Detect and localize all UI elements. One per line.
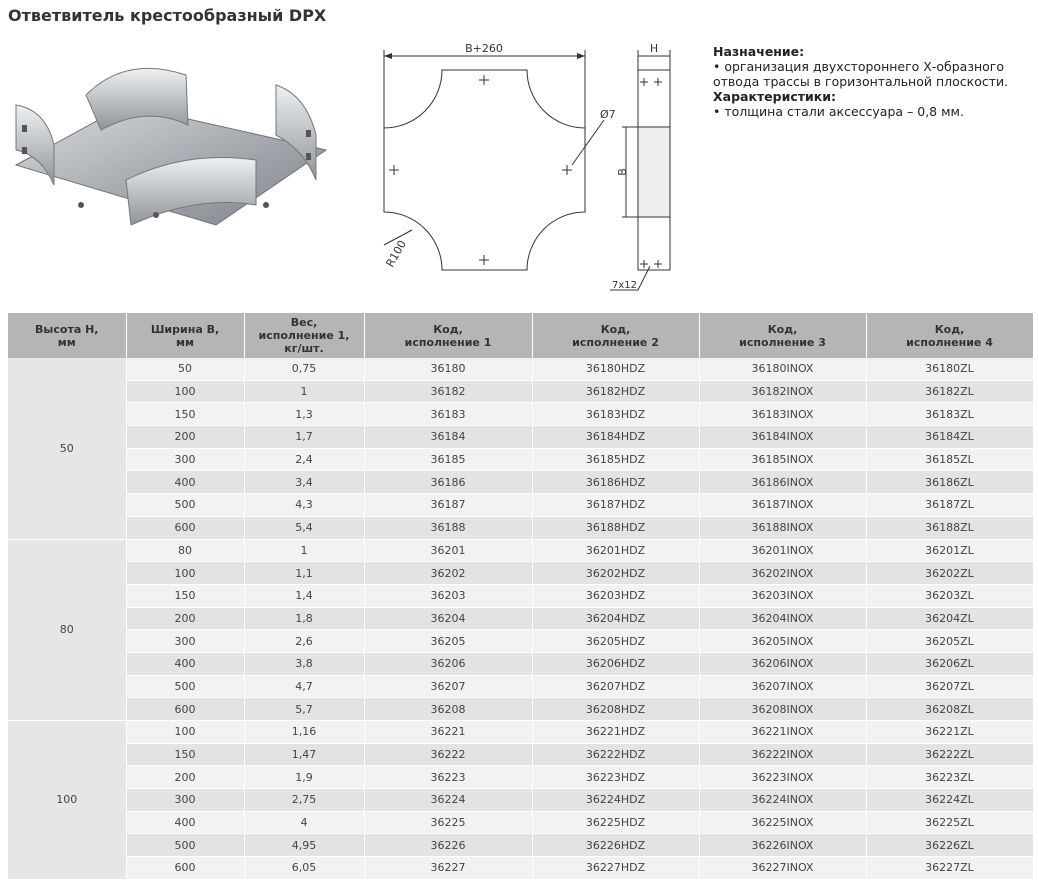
table-row [8,426,1033,449]
table-row [8,811,1033,834]
table-cell: 600 [126,516,244,539]
table-cell: 36206ZL [866,652,1033,675]
table-cell: 36183INOX [699,403,866,426]
side-view-drawing [600,40,690,302]
table-cell: 36227INOX [699,857,866,880]
column-header [244,313,364,358]
width-label: B+260 [465,42,503,55]
table-cell: 300 [126,630,244,653]
table-cell: 36186ZL [866,471,1033,494]
table-cell: 36183HDZ [532,403,699,426]
table-cell: 36227 [364,857,532,880]
table-row [8,607,1033,630]
product-photo [6,55,336,235]
table-cell: 1 [244,539,364,562]
table-cell: 36226ZL [866,834,1033,857]
table-row [8,584,1033,607]
table-cell: 36208HDZ [532,698,699,721]
table-row [8,630,1033,653]
table-cell: 36184ZL [866,426,1033,449]
height-label: H [649,42,659,55]
column-header-line: исполнение 2 [572,335,659,349]
table-cell: 36224 [364,789,532,812]
table-row [8,516,1033,539]
column-header-line: исполнение 1 [404,335,492,349]
column-header-line: Код, [934,322,965,336]
table-cell: 36185 [364,448,532,471]
table-cell: 36208INOX [699,698,866,721]
table-cell: 36182ZL [866,380,1033,403]
column-header [8,313,126,358]
column-header-line: Вес, [290,316,318,329]
table-cell: 36204 [364,607,532,630]
table-cell: 36186 [364,471,532,494]
column-header [126,313,244,358]
table-cell: 36221ZL [866,721,1033,744]
table-cell: 4 [244,811,364,834]
table-cell: 600 [126,857,244,880]
table-cell: 150 [126,743,244,766]
table-row [8,494,1033,517]
column-header [532,313,699,358]
table-cell: 36227HDZ [532,857,699,880]
table-cell: 2,6 [244,630,364,653]
table-cell: 36188ZL [866,516,1033,539]
table-cell: 1,7 [244,426,364,449]
table-cell: 36184HDZ [532,426,699,449]
table-cell: 100 [126,721,244,744]
table-cell: 36187 [364,494,532,517]
table-cell: 2,75 [244,789,364,812]
table-cell: 1,16 [244,721,364,744]
page-title: Ответвитель крестообразный DPX [8,6,327,25]
table-cell: 36203ZL [866,584,1033,607]
table-row [8,403,1033,426]
table-cell: 1,47 [244,743,364,766]
table-cell: 36180 [364,358,532,380]
table-row [8,743,1033,766]
table-cell: 36206 [364,652,532,675]
purpose-text: • организация двухстороннего Х-образного отвода трассы в горизонтальной плоскости. [713,59,1009,89]
table-cell: 1,8 [244,607,364,630]
table-cell: 0,75 [244,358,364,380]
info-block [713,44,1033,119]
table-cell: 36184INOX [699,426,866,449]
table-cell: 4,7 [244,675,364,698]
radius-label: R100 [383,238,410,270]
purpose-heading: Назначение: [713,44,805,59]
table-row [8,448,1033,471]
table-cell: 36227ZL [866,857,1033,880]
table-cell: 36205HDZ [532,630,699,653]
column-header-line: мм [57,335,76,349]
table-cell: 36185HDZ [532,448,699,471]
table-cell: 36182 [364,380,532,403]
table-row [8,698,1033,721]
table-cell: 36187ZL [866,494,1033,517]
table-cell: 3,8 [244,652,364,675]
table-cell: 36226INOX [699,834,866,857]
table-cell: 36225ZL [866,811,1033,834]
table-cell: 36180ZL [866,358,1033,380]
table-cell: 36224ZL [866,789,1033,812]
table-cell: 36208ZL [866,698,1033,721]
table-cell: 36201 [364,539,532,562]
table-cell: 300 [126,448,244,471]
table-cell: 36206INOX [699,652,866,675]
column-header-line: исполнение 4 [906,335,993,349]
table-row [8,721,1033,744]
table-cell: 36225INOX [699,811,866,834]
table-cell: 36202ZL [866,562,1033,585]
table-cell: 36207ZL [866,675,1033,698]
table-cell: 36182INOX [699,380,866,403]
table-row [8,539,1033,562]
table-cell: 36222 [364,743,532,766]
table-cell: 400 [126,652,244,675]
table-cell: 36204HDZ [532,607,699,630]
table-cell: 36203 [364,584,532,607]
table-cell: 36186INOX [699,471,866,494]
slot-label: 7x12 [612,280,638,291]
table-cell: 150 [126,584,244,607]
table-cell: 200 [126,426,244,449]
table-cell: 36183 [364,403,532,426]
table-cell: 36226 [364,834,532,857]
table-cell: 36201HDZ [532,539,699,562]
table-cell: 1,9 [244,766,364,789]
table-cell: 36180HDZ [532,358,699,380]
column-header-line: Код, [767,322,798,336]
table-cell: 36186HDZ [532,471,699,494]
table-cell: 200 [126,766,244,789]
table-cell: 36208 [364,698,532,721]
column-header [699,313,866,358]
table-cell: 36221 [364,721,532,744]
b-dimension-label: B [616,168,629,176]
table-cell: 36203HDZ [532,584,699,607]
column-header-line: мм [176,335,194,349]
table-row [8,471,1033,494]
table-cell: 36187HDZ [532,494,699,517]
table-cell: 36226HDZ [532,834,699,857]
column-header-line: кг/шт. [284,342,324,355]
spec-table [8,313,1034,880]
table-cell: 36180INOX [699,358,866,380]
table-cell: 1,4 [244,584,364,607]
table-cell: 1 [244,380,364,403]
table-cell: 36223 [364,766,532,789]
table-cell: 100 [126,380,244,403]
table-row [8,675,1033,698]
column-header-line: Ширина B, [150,322,220,336]
table-cell: 4,95 [244,834,364,857]
table-cell: 80 [126,539,244,562]
table-cell: 36224HDZ [532,789,699,812]
table-cell: 36225 [364,811,532,834]
table-body [8,358,1033,879]
table-cell: 36202 [364,562,532,585]
table-cell: 36207INOX [699,675,866,698]
table-row [8,380,1033,403]
table-cell: 1,3 [244,403,364,426]
table-row [8,562,1033,585]
table-cell: 36201ZL [866,539,1033,562]
table-cell: 36205 [364,630,532,653]
table-row [8,652,1033,675]
table-cell: 36221INOX [699,721,866,744]
table-cell: 36204INOX [699,607,866,630]
column-header-line: исполнение 1, [258,329,350,342]
table-cell: 36182HDZ [532,380,699,403]
height-cell: 80 [8,539,126,721]
table-cell: 500 [126,494,244,517]
column-header-line: Код, [433,322,463,336]
table-cell: 6,05 [244,857,364,880]
height-cell: 100 [8,721,126,880]
hole-diameter-label: Ø7 [600,108,616,121]
column-header-line: исполнение 3 [739,335,826,349]
height-cell: 50 [8,358,126,539]
table-cell: 36222INOX [699,743,866,766]
table-row [8,789,1033,812]
table-cell: 36206HDZ [532,652,699,675]
column-header-line: Высота H, [35,322,99,336]
table-cell: 36205INOX [699,630,866,653]
table-cell: 36224INOX [699,789,866,812]
table-cell: 36187INOX [699,494,866,517]
table-cell: 200 [126,607,244,630]
table-cell: 400 [126,811,244,834]
column-header [866,313,1033,358]
table-cell: 36183ZL [866,403,1033,426]
table-cell: 2,4 [244,448,364,471]
table-cell: 3,4 [244,471,364,494]
table-cell: 150 [126,403,244,426]
table-cell: 50 [126,358,244,380]
table-cell: 36188INOX [699,516,866,539]
table-cell: 36202INOX [699,562,866,585]
table-cell: 36205ZL [866,630,1033,653]
table-cell: 5,7 [244,698,364,721]
spec-heading: Характеристики: [713,89,837,104]
table-row [8,857,1033,880]
table-cell: 36225HDZ [532,811,699,834]
table-cell: 36202HDZ [532,562,699,585]
table-cell: 600 [126,698,244,721]
column-header [364,313,532,358]
table-cell: 36188 [364,516,532,539]
table-cell: 36222HDZ [532,743,699,766]
table-cell: 36188HDZ [532,516,699,539]
table-cell: 36184 [364,426,532,449]
table-cell: 36207HDZ [532,675,699,698]
table-row [8,834,1033,857]
table-cell: 100 [126,562,244,585]
table-cell: 36221HDZ [532,721,699,744]
table-cell: 36185INOX [699,448,866,471]
table-cell: 5,4 [244,516,364,539]
table-cell: 36204ZL [866,607,1033,630]
table-cell: 36223HDZ [532,766,699,789]
table-cell: 36222ZL [866,743,1033,766]
table-cell: 36207 [364,675,532,698]
table-row [8,358,1033,380]
table-cell: 36223ZL [866,766,1033,789]
table-cell: 36203INOX [699,584,866,607]
table-cell: 36201INOX [699,539,866,562]
table-cell: 400 [126,471,244,494]
table-cell: 1,1 [244,562,364,585]
table-cell: 500 [126,834,244,857]
table-cell: 4,3 [244,494,364,517]
table-cell: 500 [126,675,244,698]
column-header-line: Код, [600,322,631,336]
table-cell: 36223INOX [699,766,866,789]
table-cell: 300 [126,789,244,812]
table-row [8,766,1033,789]
table-cell: 36185ZL [866,448,1033,471]
spec-text: • толщина стали аксессуара – 0,8 мм. [713,104,964,119]
table-header-row [8,313,1033,358]
